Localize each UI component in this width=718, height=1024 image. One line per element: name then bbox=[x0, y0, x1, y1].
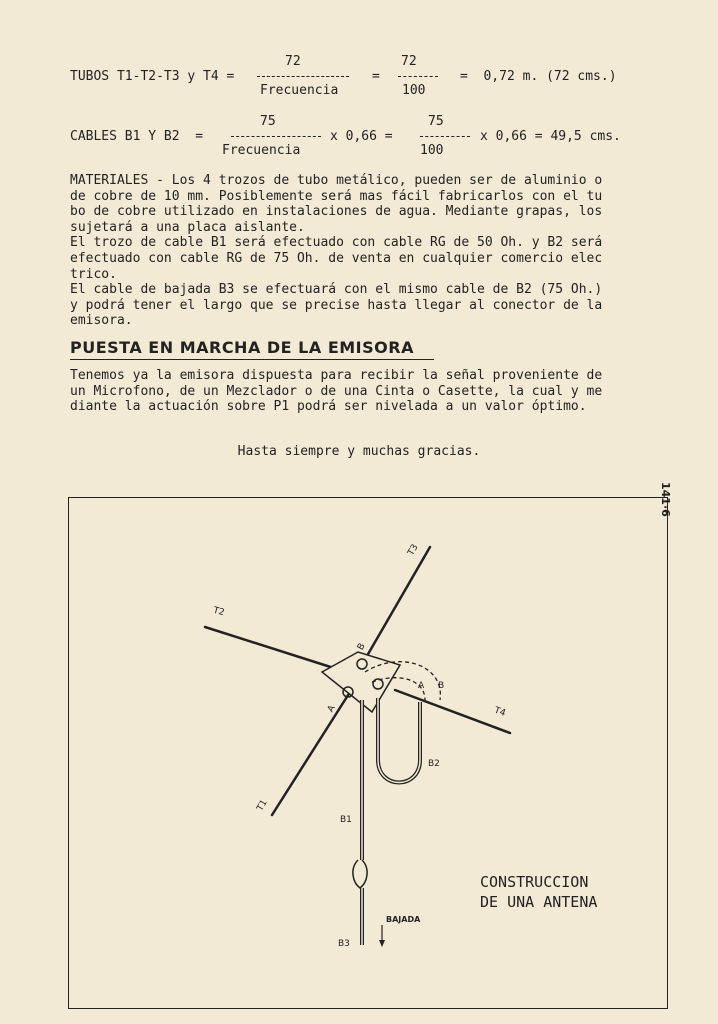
figure-caption bbox=[480, 872, 597, 912]
cables-numerator-2: 75 bbox=[428, 114, 444, 129]
materiales-line: bo de cobre utilizado en instalaciones de agua. Mediante grapas, los bbox=[70, 204, 603, 220]
label-a-right: A bbox=[418, 681, 425, 691]
materiales-line: de cobre de 10 mm. Posiblemente será mas fácil fabricarlos con el tu bbox=[70, 188, 603, 204]
materiales-line: emisora. bbox=[70, 313, 133, 329]
tubos-equals: = bbox=[372, 69, 380, 84]
materiales-line: efectuado con cable RG de 75 Oh. de venta en cualquier comercio elec bbox=[70, 250, 603, 266]
t1-tube bbox=[272, 692, 350, 815]
label-b1-cable: B1 bbox=[340, 815, 352, 825]
tubos-denominator-1: Frecuencia bbox=[260, 83, 339, 98]
materiales-line: El trozo de cable B1 será efectuado con cable RG de 50 Oh. y B2 será bbox=[70, 235, 603, 251]
label-b-top: B bbox=[355, 641, 368, 653]
caption-line-1: CONSTRUCCION bbox=[480, 873, 589, 891]
materiales-line: trico. bbox=[70, 266, 117, 282]
cables-numerator-1: 75 bbox=[260, 114, 276, 129]
label-a-left: A bbox=[325, 703, 338, 715]
puesta-line: diante la actuación sobre P1 podrá ser nivelada a un valor óptimo. bbox=[70, 399, 587, 415]
cables-label: CABLES B1 Y B2 = bbox=[70, 129, 204, 144]
t2-tube bbox=[205, 627, 340, 670]
label-b-right: B bbox=[438, 681, 445, 691]
section-heading: PUESTA EN MARCHA DE LA EMISORA bbox=[70, 338, 434, 360]
page-code: 141·6 bbox=[659, 482, 672, 517]
t4-tube bbox=[395, 690, 510, 733]
t3-tube bbox=[360, 547, 430, 668]
b2-cable bbox=[378, 698, 420, 783]
cable-connector bbox=[353, 860, 367, 888]
label-b2-cable: B2 bbox=[428, 759, 440, 769]
tubos-label: TUBOS T1-T2-T3 y T4 = bbox=[70, 69, 235, 84]
cables-mult: x 0,66 = bbox=[330, 129, 393, 144]
tubos-denominator-2: 100 bbox=[402, 83, 426, 98]
label-t4: T4 bbox=[492, 705, 507, 719]
materiales-line: MATERIALES - Los 4 trozos de tubo metálico, pueden ser de aluminio o bbox=[70, 173, 603, 188]
tubos-numerator-1: 72 bbox=[285, 54, 301, 69]
closing-line: Hasta siempre y muchas gracias. bbox=[237, 444, 481, 459]
label-t1: T1 bbox=[255, 798, 270, 813]
cables-result: x 0,66 = 49,5 cms. bbox=[480, 129, 621, 144]
label-bajada: BAJADA bbox=[386, 915, 421, 924]
materiales-line: y podrá tener el largo que se precise hasta llegar al conector de la bbox=[70, 297, 603, 313]
puesta-line: Tenemos ya la emisora dispuesta para recibir la señal proveniente de bbox=[70, 368, 603, 383]
label-t2: T2 bbox=[212, 605, 226, 619]
tubos-result: = 0,72 m. (72 cms.) bbox=[460, 69, 617, 84]
tubos-numerator-2: 72 bbox=[401, 54, 417, 69]
label-b3-cable: B3 bbox=[338, 939, 350, 949]
cables-denominator-1: Frecuencia bbox=[222, 143, 301, 158]
materiales-line: sujetará a una placa aislante. bbox=[70, 219, 305, 235]
cables-denominator-2: 100 bbox=[420, 143, 444, 158]
label-t3: T3 bbox=[406, 542, 421, 558]
puesta-line: un Microfono, de un Mezclador o de una Cinta o Casette, la cual y me bbox=[70, 383, 603, 399]
b2-cable-inner bbox=[378, 698, 420, 783]
materiales-line: El cable de bajada B3 se efectuará con el mismo cable de B2 (75 Oh.) bbox=[70, 282, 603, 298]
caption-line-2: DE UNA ANTENA bbox=[480, 893, 598, 911]
